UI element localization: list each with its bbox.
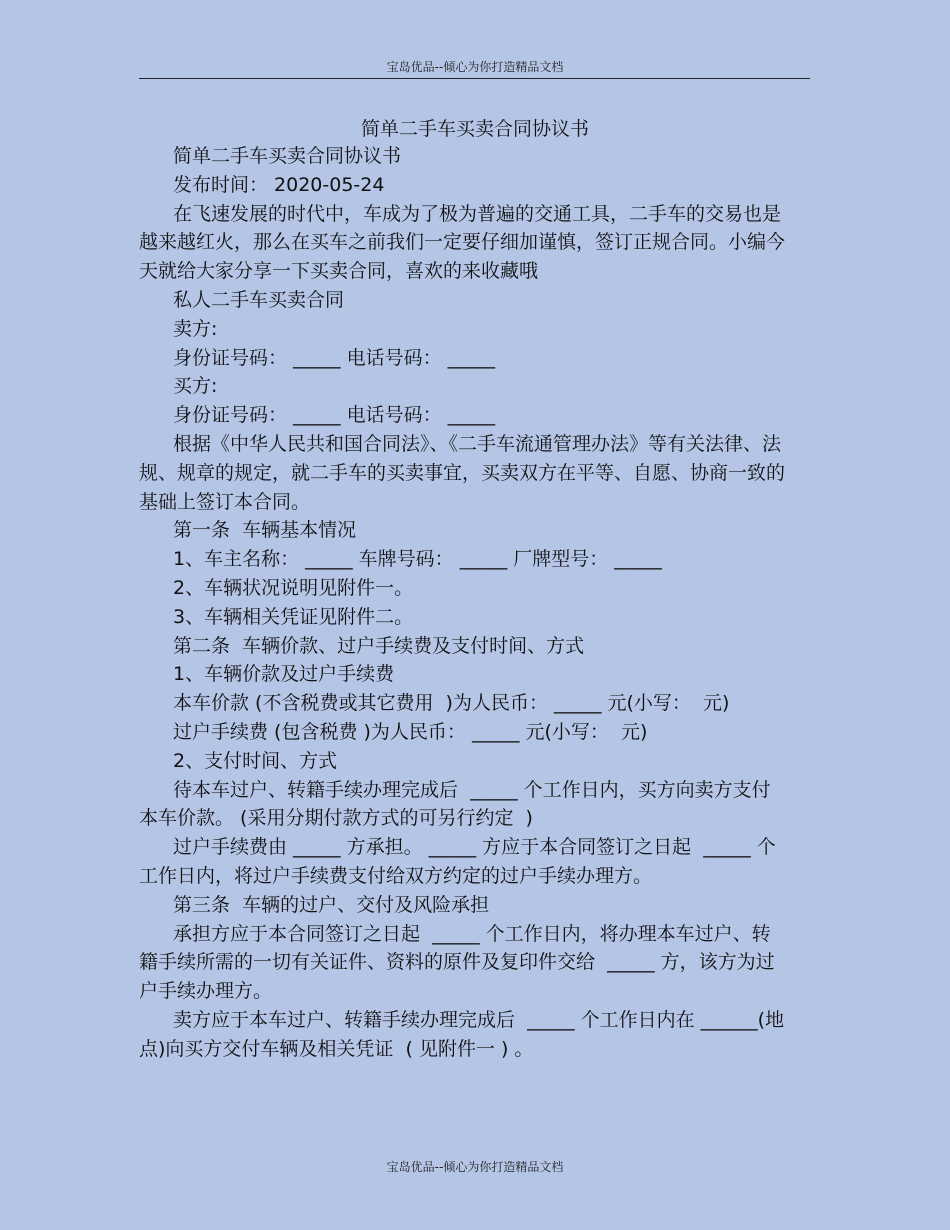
document-paragraph: 在飞速发展的时代中，车成为了极为普遍的交通工具，二手车的交易也是越来越红火，那么在买车之前我们一定要仔细加谨慎，签订正规合同。小编今天就给大家分享一下买卖合同，喜欢的来收藏哦 bbox=[139, 202, 786, 283]
document-paragraph: 承担方应于本合同签订之日起 _____ 个工作日内，将办理本车过户、转籍手续所需的一切有关证件、资料的原件及复印件交给 _____ 方，该方为过户手续办理方。 bbox=[139, 922, 775, 1003]
document-paragraph: 待本车过户、转籍手续办理完成后 _____ 个工作日内，买方向卖方支付本车价款。 (采用分期付款方式的可另行约定 ) bbox=[139, 778, 771, 830]
document-paragraph: 第二条 车辆价款、过户手续费及支付时间、方式 bbox=[173, 634, 585, 657]
document-paragraph: 1、车主名称： _____ 车牌号码： _____ 厂牌型号： _____ bbox=[173, 548, 662, 571]
document-paragraph: 第一条 车辆基本情况 bbox=[173, 519, 357, 542]
document-paragraph: 3、车辆相关凭证见附件二。 bbox=[173, 605, 414, 628]
document-paragraph: 身份证号码： _____ 电话号码： _____ bbox=[173, 404, 496, 427]
page-header: 宝岛优品--倾心为你打造精品文档 bbox=[386, 60, 564, 74]
document-body bbox=[139, 142, 789, 1064]
document-paragraph: 2、支付时间、方式 bbox=[173, 749, 338, 772]
document-paragraph: 过户手续费 (包含税费 )为人民币： _____ 元(小写： 元) bbox=[173, 720, 648, 743]
document-paragraph: 简单二手车买卖合同协议书 bbox=[173, 145, 402, 167]
header-divider bbox=[139, 78, 810, 79]
document-paragraph: 本车价款 (不含税费或其它费用 )为人民币： _____ 元(小写： 元) bbox=[173, 692, 730, 715]
document-paragraph: 卖方应于本车过户、转籍手续办理完成后 _____ 个工作日内在 ______(地点)向买方交付车辆及相关凭证 ( 见附件一 ) 。 bbox=[139, 1008, 785, 1060]
document-paragraph: 买方: bbox=[173, 375, 218, 398]
page-footer: 宝岛优品--倾心为你打造精品文档 bbox=[386, 1160, 564, 1174]
document-paragraph: 身份证号码： _____ 电话号码： _____ bbox=[173, 346, 496, 369]
document-title: 简单二手车买卖合同协议书 bbox=[360, 118, 589, 140]
document-paragraph: 2、车辆状况说明见附件一。 bbox=[173, 576, 414, 599]
document-paragraph: 过户手续费由 _____ 方承担。 _____ 方应于本合同签订之日起 _____ 个工作日内，将过户手续费支付给双方约定的过户手续办理方。 bbox=[139, 836, 776, 887]
document-paragraph: 根据《中华人民共和国合同法》、《二手车流通管理办法》等有关法律、法规、规章的规定，就二手车的买卖事宜，买卖双方在平等、自愿、协商一致的基础上签订本合同。 bbox=[139, 432, 786, 513]
document-paragraph: 1、车辆价款及过户手续费 bbox=[173, 663, 395, 686]
document-paragraph: 发布时间： 2020-05-24 bbox=[173, 173, 385, 196]
document-paragraph: 私人二手车买卖合同 bbox=[173, 288, 345, 311]
document-paragraph: 卖方: bbox=[173, 317, 218, 340]
document-paragraph: 第三条 车辆的过户、交付及风险承担 bbox=[173, 893, 490, 916]
